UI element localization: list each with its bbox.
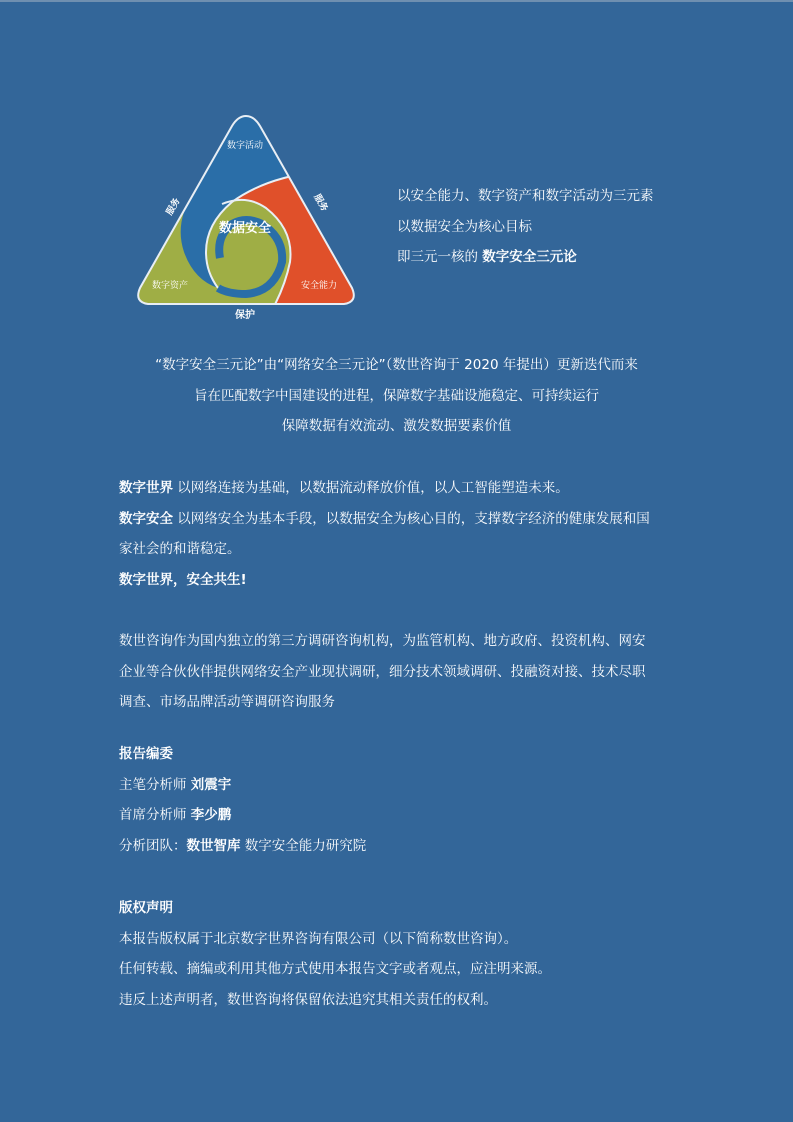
diagram-edge-right: 服务 xyxy=(311,192,330,214)
company-line-3: 调查、市场品牌活动等调研咨询服务 xyxy=(119,694,335,710)
copyright-line-2: 任何转载、摘编或利用其他方式使用本报告文字或者观点，应注明来源。 xyxy=(119,961,551,977)
lead-analyst-name: 李少鹏 xyxy=(190,807,232,823)
copyright-line-3: 违反上述声明者，数世咨询将保留依法追究其相关责任的权利。 xyxy=(119,991,497,1008)
company-intro xyxy=(119,626,689,718)
company-line-2: 企业等合伙伙伴提供网络安全产业现状调研，细分技术领域调研、投融资对接、技术尽职 xyxy=(119,663,646,680)
theory-line-1: “数字安全三元论”由“网络安全三元论”（数世咨询于 2020 年提出）更新迭代而来 xyxy=(155,357,638,373)
company-line-1: 数世咨询作为国内独立的第三方调研咨询机构，为监管机构、地方政府、投资机构、网安 xyxy=(119,633,646,649)
lead-analyst-label: 首席分析师 xyxy=(119,807,191,823)
team-label: 分析团队： xyxy=(119,837,187,854)
copyright-section xyxy=(119,893,689,1015)
digital-world-term: 数字世界 xyxy=(119,480,173,496)
digital-security-line xyxy=(119,504,689,535)
team-text: 数字安全能力研究院 xyxy=(240,837,367,854)
diagram-edge-bottom: 保护 xyxy=(235,310,255,321)
three-element-diagram xyxy=(134,112,358,324)
digital-world-text: 以网络连接为基础，以数据流动释放价值，以人工智能塑造未来。 xyxy=(173,480,569,496)
chief-analyst-name: 刘震宇 xyxy=(190,776,232,793)
intro-text xyxy=(397,181,654,273)
intro-line-3-prefix: 即三元一核的 xyxy=(397,249,483,265)
digital-world-section xyxy=(119,473,689,595)
digital-security-term: 数字安全 xyxy=(119,510,173,527)
diagram-left-label: 数字资产 xyxy=(151,281,189,291)
theory-line-2: 旨在匹配数字中国建设的进程，保障数字基础设施稳定、可持续运行 xyxy=(194,387,599,404)
lead-analyst-line xyxy=(119,800,689,831)
team-line xyxy=(119,831,689,862)
chief-analyst-label: 主笔分析师 xyxy=(119,776,191,793)
digital-security-text: 以网络安全为基本手段，以数据安全为核心目的，支撑数字经济的健康发展和国 xyxy=(173,510,650,527)
digital-security-continued: 家社会的和谐稳定。 xyxy=(119,541,241,557)
intro-line-3-bold: 数字安全三元论 xyxy=(482,249,577,265)
digital-world-line xyxy=(119,473,689,504)
copyright-line-1: 本报告版权属于北京数字世界咨询有限公司（以下简称数世咨询）。 xyxy=(119,930,518,947)
intro-line-3 xyxy=(397,242,654,273)
slogan: 数字世界，安全共生! xyxy=(119,571,247,588)
diagram-edge-left: 服务 xyxy=(164,196,183,218)
intro-line-2: 以数据安全为核心目标 xyxy=(397,218,532,235)
diagram-right-label: 安全能力 xyxy=(300,281,338,291)
intro-line-1: 以安全能力、数字资产和数字活动为三元素 xyxy=(397,188,654,204)
theory-paragraph xyxy=(0,350,793,442)
diagram-center-label: 数据安全 xyxy=(218,221,272,236)
diagram-top-label: 数字活动 xyxy=(226,141,264,151)
copyright-heading: 版权声明 xyxy=(119,900,173,916)
top-border xyxy=(0,0,793,2)
team-bold: 数世智库 xyxy=(186,837,241,854)
chief-analyst-line xyxy=(119,770,689,801)
theory-line-3: 保障数据有效流动、激发数据要素价值 xyxy=(281,418,512,434)
editors-section xyxy=(119,739,689,861)
editors-heading: 报告编委 xyxy=(119,746,173,762)
